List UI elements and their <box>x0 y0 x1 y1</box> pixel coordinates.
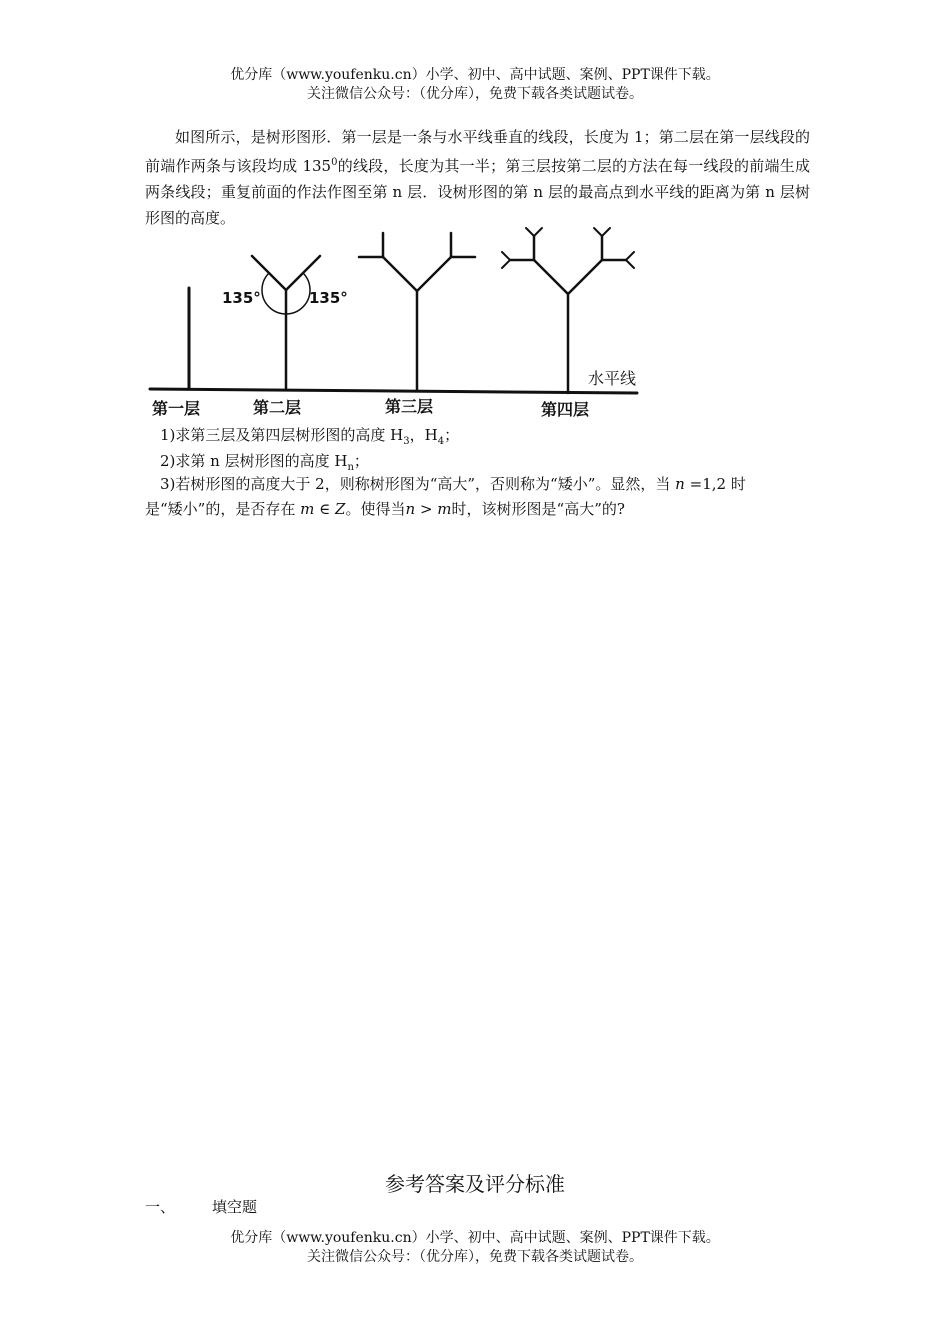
q3-text-b: 时 <box>730 475 746 493</box>
q3-text-d: 。使得当 <box>345 500 406 518</box>
question-3-line-2 <box>145 498 625 520</box>
tree2 <box>252 256 320 389</box>
footer-line-1: 优分库（www.youfenku.cn）小学、初中、高中试题、案例、PPT课件下载。 <box>230 1230 720 1246</box>
q1-text-b: ，H <box>409 426 438 444</box>
section-title: 填空题 <box>212 1198 258 1216</box>
intro-text-b: 的线段，长度为其一半；第三层按第二层的方法在每一线段的前端生成两条线段；重复前面的作法作图至第 n 层．设树形图的第 n 层的最高点到水平线的距离为第 n 层树形图的高度。 <box>145 157 810 227</box>
section-number: 一、 <box>145 1198 176 1216</box>
q3-var-m2: m <box>437 500 452 518</box>
q3-var-n2: n <box>405 500 416 518</box>
q3-text-e: 时，该树形图是“高大”的? <box>451 500 625 518</box>
question-3-line-1 <box>160 473 746 495</box>
level-label-3: 第三层 <box>385 397 434 416</box>
q2-text-b: ； <box>353 452 369 470</box>
level-label-2: 第二层 <box>253 398 302 417</box>
header-line-2: 关注微信公众号：（优分库），免费下载各类试题试卷。 <box>307 86 643 102</box>
q2-text: 2)求第 n 层树形图的高度 H <box>160 452 348 470</box>
degree-sup: 0 <box>331 157 338 168</box>
q1-sub-1: 3 <box>403 436 410 447</box>
page-footer <box>0 1229 950 1267</box>
answer-title: 参考答案及评分标准 <box>385 1172 565 1196</box>
q1-sub-2: 4 <box>437 436 445 447</box>
q3-text-c: 是“矮小”的，是否存在 <box>145 500 296 518</box>
horizon-line <box>150 389 637 393</box>
angle-label-left: 135° <box>222 289 261 307</box>
q3-gt: > <box>419 500 433 518</box>
q3-eq: =1,2 <box>689 475 727 493</box>
q1-text-c: ； <box>444 426 460 444</box>
q2-sub: n <box>347 462 354 473</box>
footer-line-2: 关注微信公众号：（优分库），免费下载各类试题试卷。 <box>307 1249 643 1265</box>
intro-text-a: 如图所示，是树形图形．第一层是一条与水平线垂直的线段，长度为 1；第二层在第一层线段的前端作两条与该段均成 135 <box>145 128 810 175</box>
header-line-1: 优分库（www.youfenku.cn）小学、初中、高中试题、案例、PPT课件下载。 <box>230 67 720 83</box>
horizon-label: 水平线 <box>588 369 637 388</box>
tree3 <box>359 233 475 391</box>
q1-text: 1)求第三层及第四层树形图的高度 H <box>160 426 404 444</box>
tree4-tips <box>502 228 634 268</box>
question-1 <box>160 424 459 453</box>
q3-var-z: Z <box>335 500 346 518</box>
level-label-1: 第一层 <box>152 399 201 418</box>
q3-var-n: n <box>675 475 685 493</box>
q3-in: ∈ <box>319 500 331 518</box>
angle-label-right: 135° <box>309 289 348 307</box>
level-label-4: 第四层 <box>541 400 590 419</box>
q3-var-m: m <box>300 500 315 518</box>
q3-text: 3)若树形图的高度大于 2，则称树形图为“高大”，否则称为“矮小”。显然，当 <box>160 475 671 493</box>
